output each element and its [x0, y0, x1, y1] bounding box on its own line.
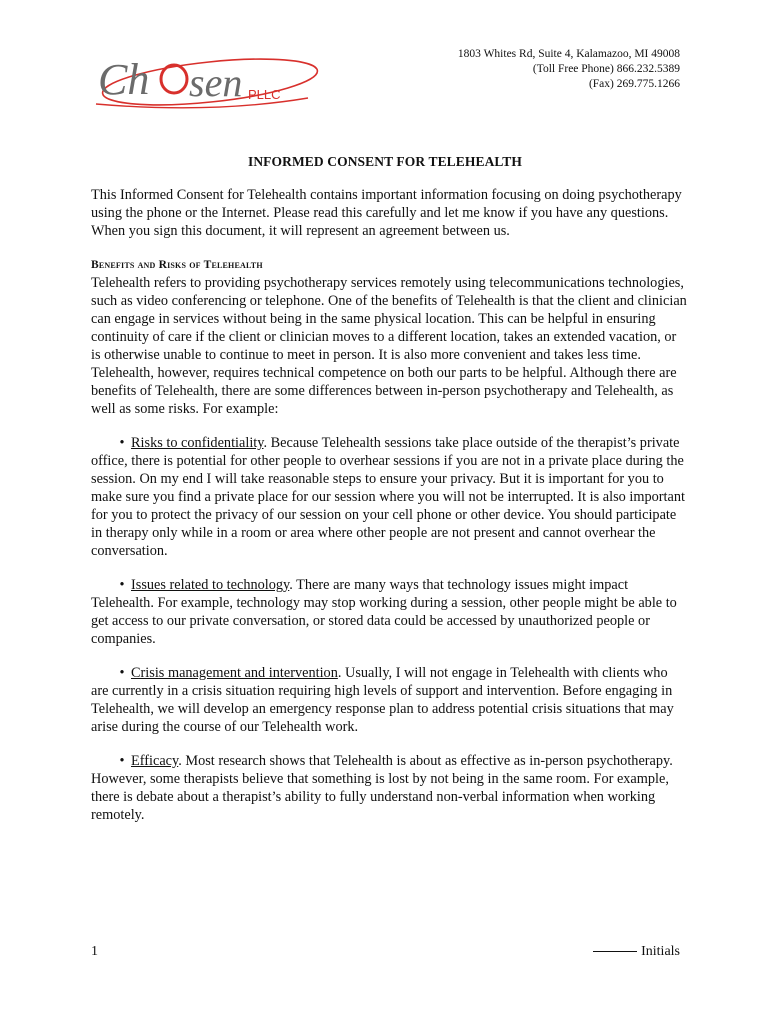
- bullet-term: Issues related to technology: [131, 577, 290, 593]
- address-block: [458, 47, 680, 92]
- bullet-item: [91, 752, 687, 824]
- bullet-item: [91, 434, 687, 560]
- bullet-term: Efficacy: [131, 753, 179, 769]
- bullet-term: Crisis management and intervention: [131, 665, 338, 681]
- bullet-icon: •: [119, 665, 125, 681]
- phone-line: (Toll Free Phone) 866.232.5389: [532, 63, 680, 75]
- section-body: Telehealth refers to providing psychotherapy services remotely using telecommunications technologies, such as video conferencing or telephone. One of the benefits of Telehealth is that the client and clinician can engage in services without being in the same physical location. This can be helpful in ensuring continuity of care if the client or clinician moves to a different location, takes an extended vacation, or is otherwise unable to continue to meet in person. It is also more convenient and takes less time. Telehealth, however, requires technical competence on both our parts to be helpful. Although there are benefits of Telehealth, there are some differences between in-person psychotherapy and Telehealth, as well as some risks. For example:: [91, 275, 687, 417]
- initials-label: Initials: [641, 944, 680, 959]
- svg-text:Ch: Ch: [98, 55, 150, 104]
- intro-paragraph: This Informed Consent for Telehealth contains important information focusing on doing psychotherapy using the phone or the Internet. Please read this carefully and let me know if you have any questions. When you sign this document, it will represent an agreement between us.: [91, 187, 682, 239]
- fax-line: (Fax) 269.775.1266: [588, 78, 680, 90]
- document-body: [91, 186, 687, 824]
- bullet-text: . There are many ways that technology issues might impact Telehealth. For example, technology may stop working during a session, other people might be able to get access to our private conversation, or stored data could be accessed by unauthorized people or companies.: [91, 577, 677, 647]
- svg-text:sen: sen: [189, 60, 243, 105]
- section-heading-text: Benefits and Risks of Telehealth: [91, 259, 263, 271]
- document-title: INFORMED CONSENT FOR TELEHEALTH: [247, 154, 523, 169]
- bullet-icon: •: [119, 435, 125, 451]
- company-logo: [92, 48, 322, 110]
- address-line: 1803 Whites Rd, Suite 4, Kalamazoo, MI 49008: [457, 48, 680, 60]
- bullet-icon: •: [119, 753, 125, 769]
- bullet-item: [91, 576, 687, 648]
- bullet-text: . Usually, I will not engage in Telehealth with clients who are currently in a crisis situation requiring high levels of support and intervention. Before engaging in Telehealth, we will develop an emergency response plan to address potential crisis situations that may arise during the course of our Telehealth work.: [91, 665, 674, 735]
- bullet-text: . Because Telehealth sessions take place outside of the therapist’s private office, there is potential for other people to overhear sessions if you are not in a private place during the session. On my end I will take reasonable steps to ensure your privacy. But it is important for you to make sure you find a private place for our session where you will not be interrupted. It is also important for you to protect the privacy of our session on your cell phone or other device. You should participate in therapy only while in a room or area where other people are not present and cannot overhear the conversation.: [91, 435, 685, 559]
- bullet-text: . Most research shows that Telehealth is about as effective as in-person psychotherapy. However, some therapists believe that something is lost by not being in the same room. For example, there is debate about a therapist’s ability to fully understand non-verbal information when working remotely.: [91, 753, 673, 823]
- bullet-term: Risks to confidentiality: [131, 435, 264, 451]
- page-number: 1: [91, 944, 98, 959]
- bullet-icon: •: [119, 577, 125, 593]
- initials-blank[interactable]: [593, 951, 637, 952]
- section-heading: [91, 256, 687, 274]
- bullet-item: [91, 664, 687, 736]
- initials-field[interactable]: [593, 944, 680, 960]
- logo-suffix: PLLC: [248, 87, 281, 102]
